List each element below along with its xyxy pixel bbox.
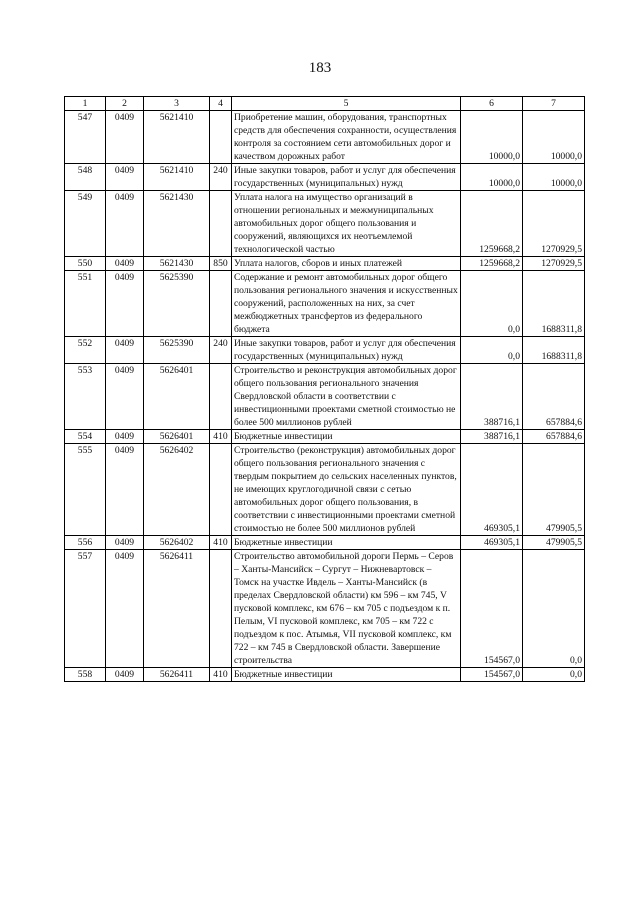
article-code-cell: 5626401: [144, 364, 210, 430]
amount-col7-cell: 10000,0: [523, 111, 585, 164]
section-code-cell: 0409: [106, 191, 144, 257]
section-code-cell: 0409: [106, 668, 144, 682]
header-col-3: 3: [144, 97, 210, 111]
amount-col7-cell: 1270929,5: [523, 257, 585, 271]
section-code-cell: 0409: [106, 257, 144, 271]
row-number-cell: 550: [65, 257, 106, 271]
article-code-cell: 5626402: [144, 444, 210, 536]
amount-col7-cell: 479905,5: [523, 536, 585, 550]
expense-type-cell: [210, 191, 232, 257]
amount-col6-cell: 1259668,2: [461, 191, 523, 257]
section-code-cell: 0409: [106, 550, 144, 668]
header-col-2: 2: [106, 97, 144, 111]
article-code-cell: 5625390: [144, 337, 210, 364]
table-row: [65, 668, 585, 682]
amount-col6-cell: 388716,1: [461, 430, 523, 444]
section-code-cell: 0409: [106, 430, 144, 444]
row-number-cell: 557: [65, 550, 106, 668]
page-number: 183: [308, 60, 332, 76]
section-code-cell: 0409: [106, 337, 144, 364]
expense-type-cell: 240: [210, 337, 232, 364]
amount-col6-cell: 1259668,2: [461, 257, 523, 271]
article-code-cell: 5621410: [144, 111, 210, 164]
expense-type-cell: 240: [210, 164, 232, 191]
header-col-6: 6: [461, 97, 523, 111]
amount-col7-cell: 0,0: [523, 668, 585, 682]
amount-col6-cell: 10000,0: [461, 111, 523, 164]
section-code-cell: 0409: [106, 364, 144, 430]
budget-table: [64, 96, 585, 682]
article-code-cell: 5621430: [144, 257, 210, 271]
row-number-cell: 553: [65, 364, 106, 430]
amount-col6-cell: 0,0: [461, 271, 523, 337]
article-code-cell: 5626411: [144, 550, 210, 668]
expense-type-cell: [210, 111, 232, 164]
amount-col6-cell: 388716,1: [461, 364, 523, 430]
amount-col7-cell: 657884,6: [523, 430, 585, 444]
table-row: [65, 444, 585, 536]
expense-type-cell: [210, 364, 232, 430]
table-row: [65, 364, 585, 430]
item-name-cell: Бюджетные инвестиции: [232, 536, 461, 550]
row-number-cell: 552: [65, 337, 106, 364]
item-name-cell: Бюджетные инвестиции: [232, 430, 461, 444]
row-number-cell: 547: [65, 111, 106, 164]
amount-col6-cell: 469305,1: [461, 444, 523, 536]
item-name-cell: Строительство и реконструкция автомобильных дорог общего пользования регионального значения Свердловской области в соответствии с инвестиционными проектами сметной стоимостью не более 500 миллионов рублей: [232, 364, 461, 430]
article-code-cell: 5626411: [144, 668, 210, 682]
table-row: [65, 430, 585, 444]
section-code-cell: 0409: [106, 164, 144, 191]
expense-type-cell: 410: [210, 430, 232, 444]
amount-col6-cell: 154567,0: [461, 550, 523, 668]
table-row: [65, 337, 585, 364]
expense-type-cell: [210, 271, 232, 337]
header-col-5: 5: [232, 97, 461, 111]
row-number-cell: 558: [65, 668, 106, 682]
table-row: [65, 191, 585, 257]
item-name-cell: Уплата налогов, сборов и иных платежей: [232, 257, 461, 271]
table-row: [65, 257, 585, 271]
amount-col7-cell: 657884,6: [523, 364, 585, 430]
item-name-cell: Приобретение машин, оборудования, транспортных средств для обеспечения сохранности, осуществления контроля за состоянием сети автомобильных дорог и качеством дорожных работ: [232, 111, 461, 164]
row-number-cell: 555: [65, 444, 106, 536]
row-number-cell: 549: [65, 191, 106, 257]
item-name-cell: Уплата налога на имущество организаций в отношении региональных и межмуниципальных автомобильных дорог общего пользования и сооружений, являющихся их неотъемлемой технологической частью: [232, 191, 461, 257]
amount-col6-cell: 469305,1: [461, 536, 523, 550]
article-code-cell: 5621430: [144, 191, 210, 257]
expense-type-cell: 410: [210, 668, 232, 682]
item-name-cell: Бюджетные инвестиции: [232, 668, 461, 682]
amount-col7-cell: 479905,5: [523, 444, 585, 536]
header-col-4: 4: [210, 97, 232, 111]
item-name-cell: Иные закупки товаров, работ и услуг для обеспечения государственных (муниципальных) нужд: [232, 337, 461, 364]
table-row: [65, 164, 585, 191]
table-header-row: [65, 97, 585, 111]
amount-col7-cell: 0,0: [523, 550, 585, 668]
article-code-cell: 5626401: [144, 430, 210, 444]
amount-col6-cell: 0,0: [461, 337, 523, 364]
amount-col7-cell: 1688311,8: [523, 271, 585, 337]
amount-col7-cell: 1270929,5: [523, 191, 585, 257]
section-code-cell: 0409: [106, 111, 144, 164]
expense-type-cell: [210, 444, 232, 536]
header-col-7: 7: [523, 97, 585, 111]
amount-col6-cell: 154567,0: [461, 668, 523, 682]
row-number-cell: 556: [65, 536, 106, 550]
item-name-cell: Строительство автомобильной дороги Пермь – Серов – Ханты-Мансийск – Сургут – Нижневартовск – Томск на участке Ивдель – Ханты-Мансийск (в пределах Свердловской области) км 596 – км 745, V пусковой комплекс, км 676 – км 705 с подъездом к п. Пелым, VI пусковой комплекс, км 705 – км 722 с подъездом к пос. Атымья, VII пусковой комплекс, км 722 – км 745 в Свердловской области. Завершение строительства: [232, 550, 461, 668]
article-code-cell: 5621410: [144, 164, 210, 191]
expense-type-cell: 410: [210, 536, 232, 550]
amount-col7-cell: 1688311,8: [523, 337, 585, 364]
table-row: [65, 536, 585, 550]
table-row: [65, 271, 585, 337]
section-code-cell: 0409: [106, 536, 144, 550]
item-name-cell: Строительство (реконструкция) автомобильных дорог общего пользования регионального значения с твердым покрытием до сельских населенных пунктов, не имеющих круглогодичной связи с сетью автомобильных дорог общего пользования, в соответствии с инвестиционными проектами сметной стоимостью не более 500 миллионов рублей: [232, 444, 461, 536]
row-number-cell: 548: [65, 164, 106, 191]
header-col-1: 1: [65, 97, 106, 111]
row-number-cell: 551: [65, 271, 106, 337]
item-name-cell: Содержание и ремонт автомобильных дорог общего пользования регионального значения и искусственных сооружений, расположенных на них, за счет межбюджетных трансфертов из федерального бюджета: [232, 271, 461, 337]
table-row: [65, 550, 585, 668]
expense-type-cell: [210, 550, 232, 668]
article-code-cell: 5625390: [144, 271, 210, 337]
article-code-cell: 5626402: [144, 536, 210, 550]
table-row: [65, 111, 585, 164]
amount-col6-cell: 10000,0: [461, 164, 523, 191]
item-name-cell: Иные закупки товаров, работ и услуг для обеспечения государственных (муниципальных) нужд: [232, 164, 461, 191]
amount-col7-cell: 10000,0: [523, 164, 585, 191]
section-code-cell: 0409: [106, 271, 144, 337]
row-number-cell: 554: [65, 430, 106, 444]
expense-type-cell: 850: [210, 257, 232, 271]
section-code-cell: 0409: [106, 444, 144, 536]
